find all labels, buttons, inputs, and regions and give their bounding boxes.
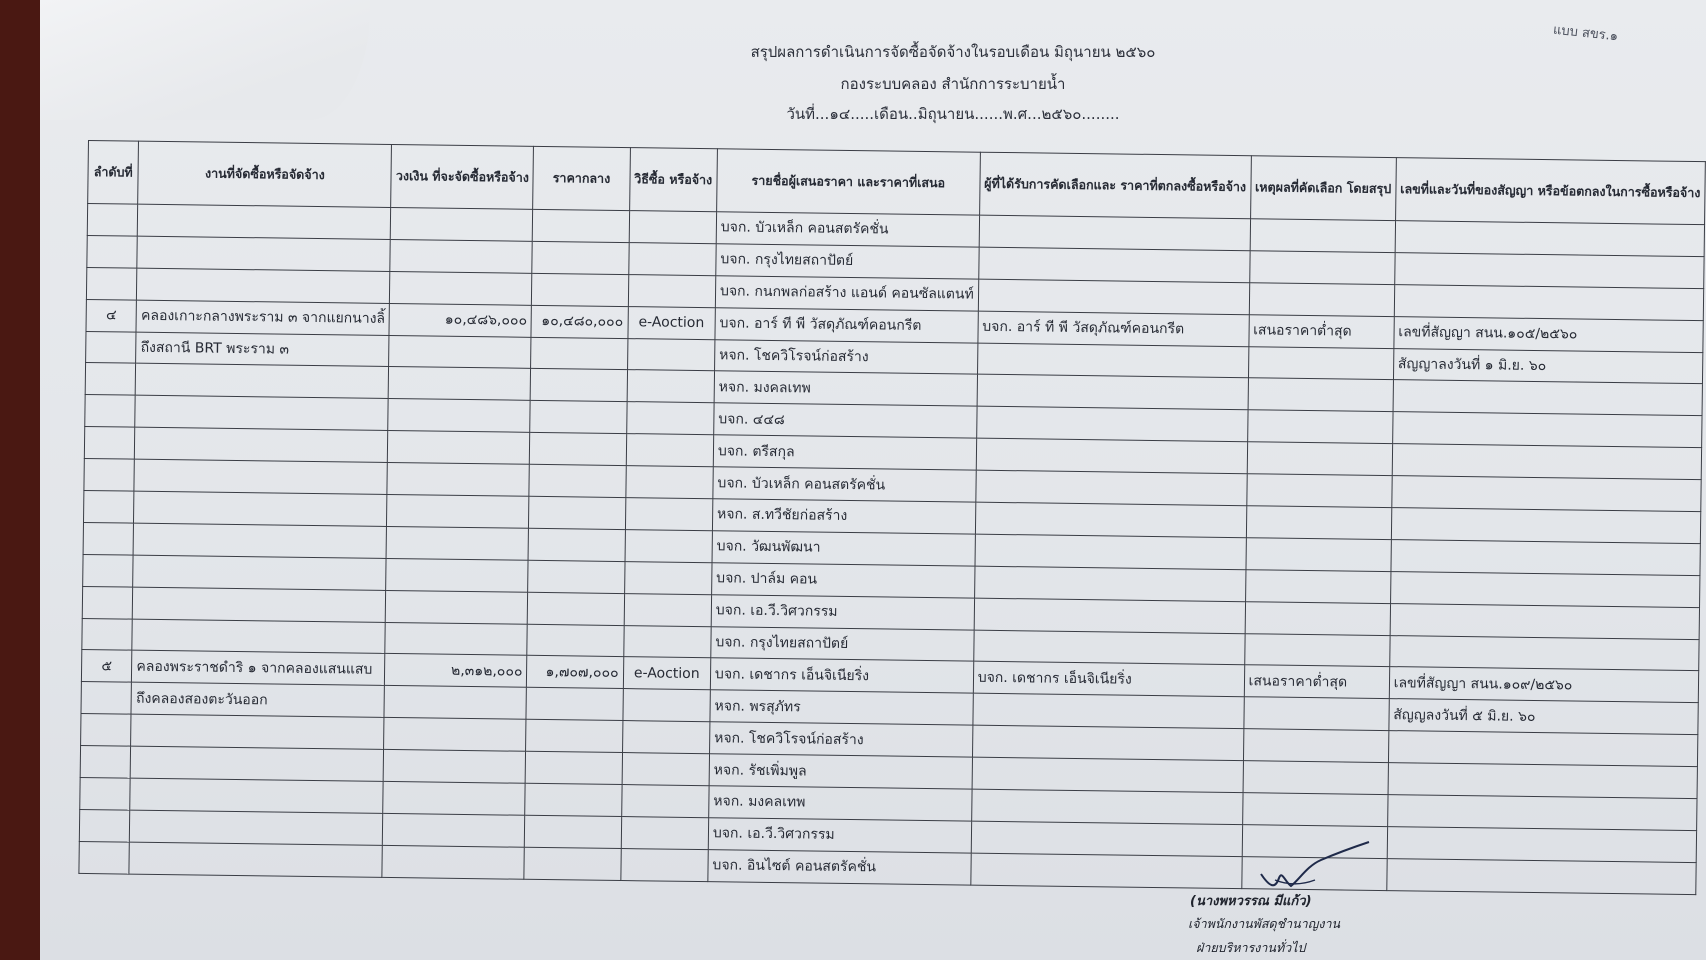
cell-contract [1390,571,1700,607]
cell-median [526,720,623,753]
cell-no [83,554,134,587]
cell-method: e-Aoction [623,657,711,690]
col-header-work: งานที่จัดซื้อหรือจัดจ้าง [138,141,392,207]
cell-budget [390,271,532,305]
cell-no [83,522,134,555]
office-name: กองระบบคลอง สำนักการระบายน้ำ [840,75,1066,93]
cell-reason [1244,633,1390,667]
cell-contract [1390,603,1700,639]
cell-bidder: บจก. เอ.วี.วิศวกรรม [708,818,971,853]
cell-bidder: หจก. รัชเพิ่มพูล [709,754,972,789]
cell-median [532,273,629,306]
cell-budget [382,845,524,879]
cell-winner [976,438,1247,473]
col-header-reason: เหตุผลที่คัดเลือก โดยสรุป [1250,156,1396,221]
cell-work [133,587,386,622]
col-header-winner: ผู้ที่ได้รับการคัดเลือกและ ราคาที่ตกลงซื้อหรือจ้าง [979,152,1251,219]
cell-budget [389,367,531,401]
cell-winner: บจก. อาร์ ที พี วัสดุภัณฑ์คอนกรีต [978,311,1249,346]
cell-reason [1248,346,1394,380]
signatory-title: เจ้าพนักงานพัสดุชำนาญงาน [1188,916,1341,931]
cell-reason [1243,761,1389,795]
cell-winner [977,343,1248,378]
cell-bidder: บจก. บัวเหล็ก คอนสตรัคชั่น [716,212,979,247]
cell-contract [1395,221,1705,257]
cell-median [527,624,624,657]
cell-bidder: บจก. กนกพลก่อสร้าง แอนด์ คอนซัลแตนท์ [715,276,978,311]
cell-reason: เสนอราคาต่ำสุด [1244,665,1390,699]
cell-contract [1387,858,1697,894]
cell-bidder: บจก. กรุงไทยสถาปัตย์ [716,244,979,279]
cell-contract [1393,380,1703,416]
cell-budget [386,590,528,624]
cell-work: ถึงสถานี BRT พระราม ๓ [136,332,389,367]
cell-work [133,555,386,590]
cell-no [80,746,131,779]
col-header-contract: เลขที่และวันที่ของสัญญา หรือข้อตกลงในการซื้อหรือจ้าง [1395,158,1705,225]
cell-work [137,236,390,271]
col-header-budget: วงเงิน ที่จะจัดซื้อหรือจ้าง [391,144,534,209]
cell-work: ถึงคลองสองตะวันออก [131,682,384,717]
cell-no [86,331,137,364]
cell-method [629,211,717,244]
cell-budget [384,750,526,784]
cell-budget [384,686,526,720]
col-header-median: ราคากลาง [533,146,630,210]
cell-budget: ๑๐,๔๘๖,๐๐๐ [389,303,531,337]
cell-no [82,618,133,651]
cell-winner [973,630,1244,665]
col-header-method: วิธีซื้อ หรือจ้าง [629,148,717,212]
signatory-department: ฝ่ายบริหารงานทั่วไป [1196,940,1306,955]
cell-no [81,714,132,747]
cell-contract: สัญญาลงวันที่ ๑ มิ.ย. ๖๐ [1393,348,1703,384]
cell-median: ๑,๗๐๗,๐๐๐ [527,656,624,689]
cell-work [135,427,388,462]
cell-bidder: หจก. ส.ทวีชัยก่อสร้าง [712,499,975,534]
cell-winner [971,789,1242,824]
cell-work [137,268,390,303]
cell-reason [1243,729,1389,763]
cell-median [526,751,623,784]
cell-reason [1247,410,1393,444]
cell-winner [971,821,1242,856]
cell-budget [388,431,530,465]
cell-no [83,490,134,523]
cell-no [84,427,135,460]
cell-budget [388,399,530,433]
cell-method [628,242,716,275]
cell-method [626,402,714,435]
cell-bidder: หจก. มงคลเทพ [714,371,977,406]
cell-median [526,688,623,721]
cell-work [130,778,383,813]
cell-method [627,338,715,371]
cell-method [627,370,715,403]
cell-no [81,682,132,715]
cell-median: ๑๐,๔๘๐,๐๐๐ [531,305,628,338]
cell-no: ๕ [81,650,132,683]
cell-contract: เลขที่สัญญา สนน.๑๐๙/๒๕๖๐ [1389,667,1699,703]
col-header-no: ลำดับที่ [88,141,139,205]
cell-reason [1242,793,1388,827]
cell-reason [1246,474,1392,508]
cell-work [136,364,389,399]
cell-winner [978,247,1249,282]
cell-work [134,491,387,526]
cell-method [625,498,713,531]
cell-winner [973,693,1244,728]
cell-no [85,363,136,396]
cell-no [79,809,130,842]
cell-contract: เลขที่สัญญา สนน.๑๐๕/๒๕๖๐ [1394,316,1704,352]
cell-budget [383,813,525,847]
signatory-name: (นางพหวรรณ มีแก้ว) [1190,894,1312,909]
cell-contract [1391,508,1701,544]
cell-contract [1392,444,1702,480]
cell-median [529,496,626,529]
cell-contract [1394,284,1704,320]
cell-contract [1391,539,1701,575]
cell-method [620,848,708,881]
cell-winner [974,566,1245,601]
cell-no [79,841,130,874]
cell-winner [975,502,1246,537]
cell-reason [1250,219,1396,253]
cell-median [532,241,629,274]
cell-winner [975,534,1246,569]
cell-bidder: บจก. บัวเหล็ก คอนสตรัคชั่น [713,467,976,502]
procurement-table [78,140,1705,895]
cell-median [531,337,628,370]
cell-budget [389,335,531,369]
document-date: วันที่...๑๔.....เดือน..มิถุนายน......พ.ศ...๒๕๖๐........ [786,105,1120,123]
cell-work: คลองเกาะกลางพระราม ๓ จากแยกนางลิ้ [136,300,389,335]
cell-budget [386,526,528,560]
cell-reason [1246,506,1392,540]
cell-work [129,842,382,877]
cell-winner [974,598,1245,633]
cell-bidder: หจก. โชควิโรจน์ก่อสร้าง [714,339,977,374]
cell-work [131,714,384,749]
cell-median [528,528,625,561]
cell-bidder: หจก. พรสุภัทร [710,690,973,725]
cell-no [87,204,138,237]
cell-method [622,689,710,722]
form-code: แบบ สขร.๑ [1552,22,1619,45]
cell-winner [979,215,1250,250]
cell-budget [387,463,529,497]
cell-median [524,847,621,880]
cell-median [533,209,630,242]
cell-budget [383,781,525,815]
cell-winner [977,375,1248,410]
cell-median [525,783,622,816]
cell-budget [387,494,529,528]
cell-winner [976,470,1247,505]
cell-work [133,523,386,558]
cell-bidder: บจก. เดชากร เอ็นจิเนียริ่ง [710,658,973,693]
col-header-bidders: รายชื่อผู้เสนอราคา และราคาที่เสนอ [717,149,981,215]
cell-method [622,721,710,754]
cell-method: e-Aoction [627,306,715,339]
cell-bidder: บจก. ๔๔๘ [714,403,977,438]
cell-no [87,235,138,268]
cell-bidder: บจก. กรุงไทยสถาปัตย์ [711,626,974,661]
cell-median [529,464,626,497]
cell-method [626,434,714,467]
cell-contract: สัญญลงวันที่ ๕ มิ.ย. ๖๐ [1389,699,1699,735]
cell-contract [1387,795,1697,831]
cell-method [623,625,711,658]
cell-method [624,561,712,594]
cell-winner [972,757,1243,792]
cell-no [86,267,137,300]
cell-method [621,816,709,849]
cell-work [138,204,391,239]
cell-no: ๔ [86,299,137,332]
cell-bidder: หจก. โชควิโรจน์ก่อสร้าง [709,722,972,757]
cell-median [530,401,627,434]
cell-reason [1246,538,1392,572]
cell-winner [978,279,1249,314]
cell-contract [1387,826,1697,862]
cell-contract [1394,253,1704,289]
cell-budget [391,207,533,241]
cell-contract [1392,476,1702,512]
cell-bidder: บจก. ตรีสกุล [713,435,976,470]
cell-reason [1249,251,1395,285]
cell-reason [1247,442,1393,476]
cell-method [624,593,712,626]
cell-reason [1245,601,1391,635]
cell-method [625,529,713,562]
cell-winner [971,853,1242,888]
cell-bidder: บจก. เอ.วี.วิศวกรรม [711,594,974,629]
cell-work [135,395,388,430]
cell-no [82,586,133,619]
cell-winner [976,407,1247,442]
cell-work [130,746,383,781]
cell-contract [1392,412,1702,448]
cell-reason: เสนอราคาต่ำสุด [1248,314,1394,348]
cell-median [525,815,622,848]
cell-median [531,369,628,402]
cell-method [625,466,713,499]
cell-work: คลองพระราชดำริ ๑ จากคลองแสนแสบ [132,651,385,686]
cell-bidder: บจก. ปาล์ม คอน [712,563,975,598]
cell-budget [386,558,528,592]
cell-winner: บจก. เดชากร เอ็นจิเนียริ่ง [973,662,1244,697]
cell-bidder: หจก. มงคลเทพ [709,786,972,821]
cell-method [628,274,716,307]
cell-reason [1249,282,1395,316]
cell-no [84,459,135,492]
cell-contract [1389,635,1699,671]
cell-bidder: บจก. อินไซต์ คอนสตรัคชั่น [708,849,971,884]
cell-no [85,395,136,428]
cell-reason [1243,697,1389,731]
cell-bidder: บจก. วัฒนพัฒนา [712,531,975,566]
cell-budget [390,239,532,273]
cell-bidder: บจก. อาร์ ที พี วัสดุภัณฑ์คอนกรีต [715,307,978,342]
document-title: สรุปผลการดำเนินการจัดซื้อจัดจ้างในรอบเดือน มิถุนายน ๒๕๖๐ [750,43,1156,61]
cell-work [130,810,383,845]
cell-reason [1248,378,1394,412]
cell-median [530,433,627,466]
cell-contract [1388,763,1698,799]
cell-work [132,619,385,654]
cell-winner [972,725,1243,760]
cell-median [528,560,625,593]
cell-contract [1388,731,1698,767]
cell-reason [1245,569,1391,603]
cell-budget [385,622,527,656]
cell-work [134,459,387,494]
cell-method [622,753,710,786]
cell-budget: ๒,๓๑๒,๐๐๐ [385,654,527,688]
cell-no [80,777,131,810]
cell-budget [384,718,526,752]
cell-median [528,592,625,625]
cell-method [621,785,709,818]
